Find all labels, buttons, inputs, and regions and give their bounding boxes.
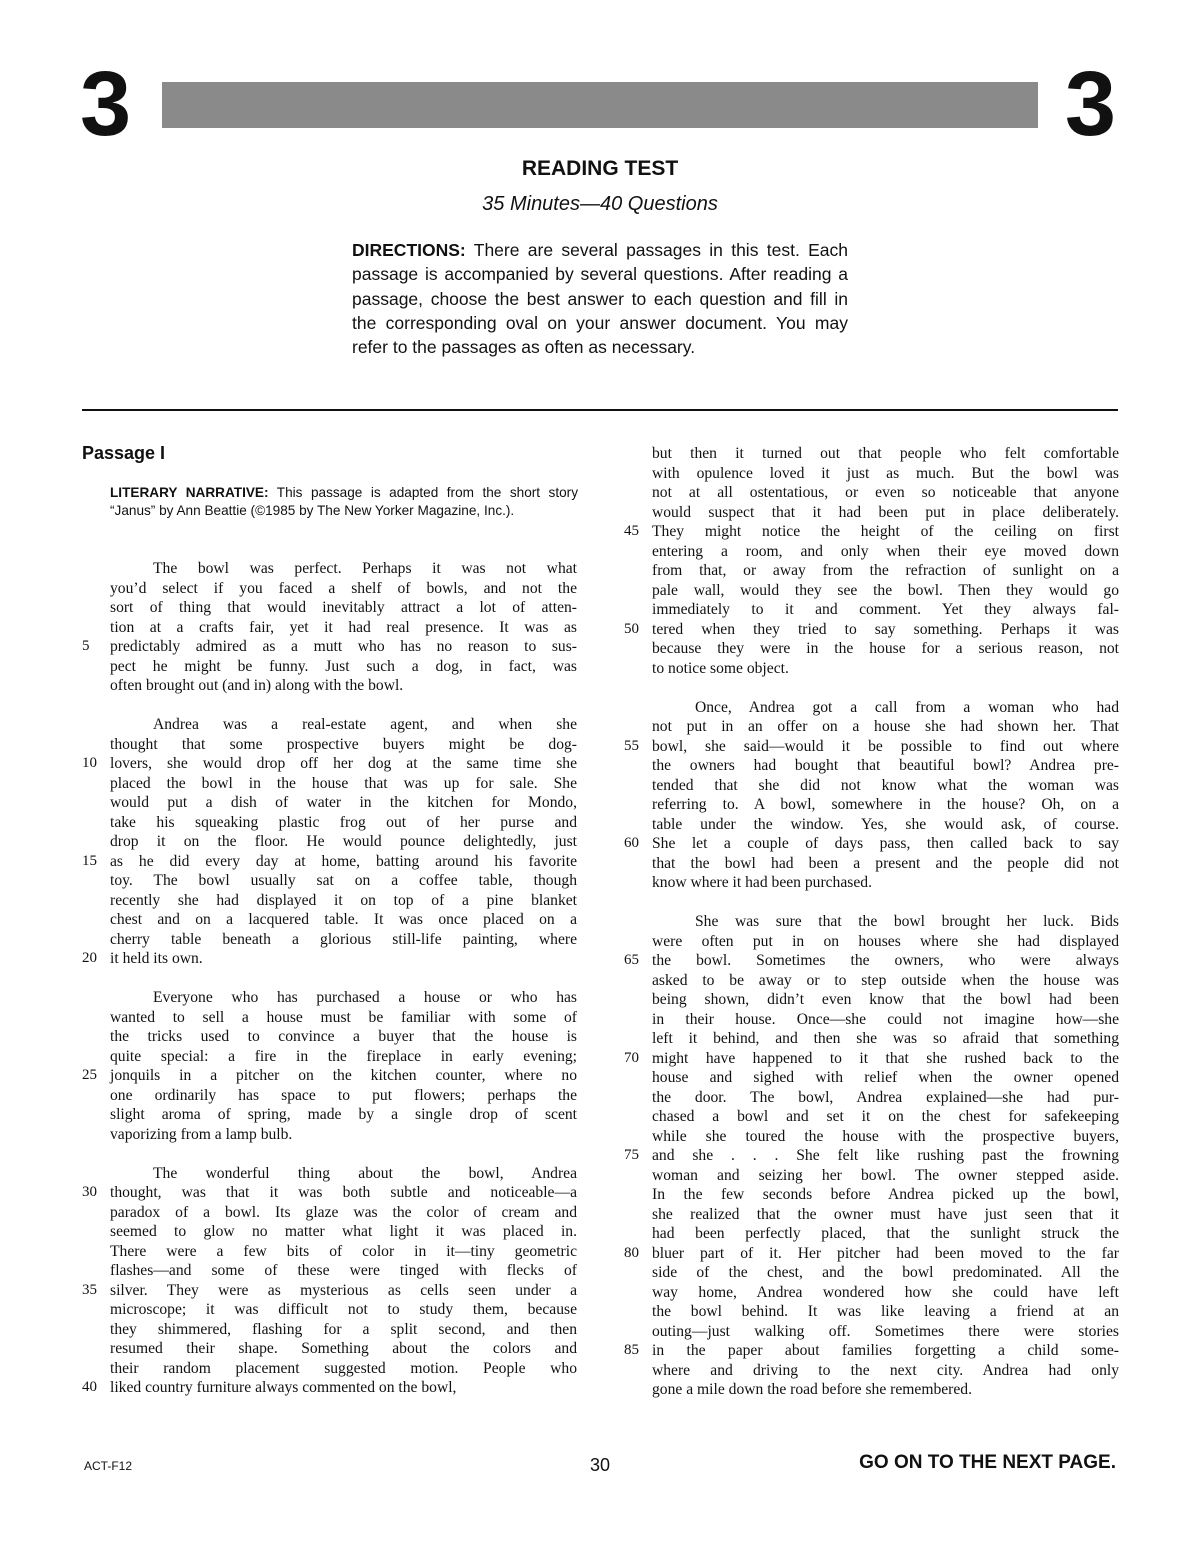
passage-line (652, 717, 1119, 737)
line-text: tered when they tried to say something. Perhaps it was (652, 620, 1119, 638)
line-text: chest and on a lacquered table. It was once placed on a (110, 911, 577, 928)
line-number: 45 (624, 523, 639, 539)
line-number: 20 (82, 950, 97, 966)
line-text: because they were in the house for a serious reason, not (652, 640, 1119, 657)
line-text: the bowl. Sometimes the owners, who were always (652, 952, 1119, 969)
line-text: being shown, didn’t even know that the bowl had been (652, 991, 1119, 1008)
line-text: slight aroma of spring, made by a single drop of scent (110, 1106, 577, 1123)
passage-line (110, 559, 577, 579)
passage-line (110, 988, 577, 1008)
line-number: 60 (624, 835, 639, 851)
passage-line (82, 949, 577, 969)
intro-label: LITERARY NARRATIVE: (110, 485, 269, 500)
passage-line (110, 930, 577, 950)
line-text: They might notice the height of the ceiling on first (652, 523, 1119, 540)
line-text: pale wall, would they see the bowl. Then they would go (652, 581, 1119, 599)
line-text: cherry table beneath a glorious still-life painting, where (110, 930, 577, 948)
passage-line (110, 735, 577, 755)
line-text: it held its own. (110, 950, 203, 967)
line-number: 85 (624, 1342, 639, 1358)
passage-column-right (624, 444, 1119, 1419)
passage-line (652, 1224, 1119, 1244)
passage-line (652, 561, 1119, 581)
line-text: predictably admired as a mutt who has no reason to sus- (110, 638, 577, 655)
passage-line (110, 891, 577, 911)
line-text: In the few seconds before Andrea picked up the bowl, (652, 1186, 1119, 1203)
line-number: 75 (624, 1147, 639, 1163)
line-text: to notice some object. (652, 659, 789, 677)
test-subtitle: 35 Minutes—40 Questions (482, 193, 718, 215)
passage-line (652, 1322, 1119, 1342)
line-text: and she . . . She felt like rushing past the frowning (652, 1147, 1119, 1164)
line-text: asked to be away or to step outside when the house was (652, 971, 1119, 989)
line-number: 70 (624, 1049, 639, 1066)
page-number: 30 (589, 1455, 611, 1475)
directions-block (352, 238, 848, 359)
line-text: the door. The bowl, Andrea explained—she had pur- (652, 1088, 1119, 1106)
line-text: might have happened to it that she rushed back to the (652, 1049, 1119, 1067)
section-number-left: 3 (80, 53, 132, 155)
passage-line (624, 620, 1119, 640)
passage-line (82, 852, 577, 872)
passage-line (110, 1086, 577, 1106)
line-number: 55 (624, 737, 639, 754)
line-text: placed the bowl in the house that was up for sale. She (110, 774, 577, 792)
line-text: they shimmered, flashing for a split second, and then (110, 1320, 577, 1338)
line-text: microscope; it was difficult not to study them, because (110, 1301, 577, 1318)
passage-line (652, 1127, 1119, 1147)
line-number: 50 (624, 620, 639, 637)
passage-line (624, 522, 1119, 542)
line-text: were often put in on houses where she had displayed (652, 932, 1119, 950)
passage-line (110, 1242, 577, 1262)
directions-label: DIRECTIONS: (352, 240, 466, 260)
passage-line (652, 444, 1119, 464)
passage-line (652, 600, 1119, 620)
line-number: 25 (82, 1067, 97, 1083)
section-divider (82, 409, 1118, 411)
line-text: you’d select if you faced a shelf of bowls, and not the (110, 579, 577, 597)
line-text: Once, Andrea got a call from a woman who had (695, 698, 1119, 716)
passage-line (110, 871, 577, 891)
passage-line (652, 854, 1119, 874)
passage-line (624, 737, 1119, 757)
line-text: flashes—and some of these were tinged with flecks of (110, 1262, 577, 1279)
passage-label: Passage I (82, 443, 166, 463)
passage-line (110, 1359, 577, 1379)
line-text: There were a few bits of color in it—tiny geometric (110, 1242, 577, 1260)
passage-paragraph (82, 988, 577, 1144)
intro-text: This passage is adapted from the short story “Janus” by Ann Beattie (©1985 by The New Yorker Magazine, Inc.). (110, 485, 579, 518)
line-text: chased a bowl and set it on the chest for safekeeping (652, 1108, 1119, 1125)
line-text: with opulence loved it just as much. But the bowl was (652, 464, 1119, 482)
passage-line (652, 756, 1119, 776)
passage-line (82, 1281, 577, 1301)
line-text: drop it on the floor. He would pounce delightedly, just (110, 833, 577, 850)
passage-line (652, 990, 1119, 1010)
passage-line (652, 1302, 1119, 1322)
passage-line (82, 1183, 577, 1203)
passage-line (652, 639, 1119, 659)
line-text: tion at a crafts fair, yet it had real presence. It was as (110, 618, 577, 636)
passage-line (652, 1361, 1119, 1381)
passage-line (652, 776, 1119, 796)
passage-line (110, 832, 577, 852)
passage-line (652, 659, 1119, 679)
passage-line (110, 618, 577, 638)
line-text: She let a couple of days pass, then called back to say (652, 835, 1119, 852)
passage-line (110, 774, 577, 794)
line-text: one ordinarily has space to put flowers; perhaps the (110, 1086, 577, 1104)
line-text: where and driving to the next city. Andrea had only (652, 1361, 1119, 1379)
passage-line (652, 971, 1119, 991)
line-text: toy. The bowl usually sat on a coffee table, though (110, 872, 577, 889)
line-text: would put a dish of water in the kitchen for Mondo, (110, 794, 577, 811)
passage-line (624, 1146, 1119, 1166)
line-text: pect he might be funny. Just such a dog, in fact, was (110, 657, 577, 675)
passage-line (82, 1378, 577, 1398)
passage-line (110, 1261, 577, 1281)
line-text: tended that she did not know what the woman was (652, 776, 1119, 794)
passage-line (110, 1203, 577, 1223)
line-text: Andrea was a real-estate agent, and when she (153, 716, 577, 733)
line-text: way home, Andrea wondered how she could have left (652, 1283, 1119, 1301)
passage-line (652, 542, 1119, 562)
passage-paragraph (82, 559, 577, 696)
directions-text: There are several passages in this test. Each passage is accompanied by several questions. After reading a passage, choose the best answer to each question and fill in the corresponding oval on your answer document. You may refer to the passages as often as necessary. (352, 240, 849, 358)
passage-line (624, 1244, 1119, 1264)
line-text: that the bowl had been a present and the people did not (652, 854, 1119, 872)
line-text: thought that some prospective buyers might be dog- (110, 735, 577, 753)
passage-intro (110, 484, 578, 520)
line-text: take his squeaking plastic frog out of her purse and (110, 813, 577, 831)
passage-line (652, 503, 1119, 523)
passage-line (110, 1125, 577, 1145)
passage-line (652, 1068, 1119, 1088)
line-text: not put in an offer on a house she had shown her. That (652, 718, 1119, 735)
passage-column-left (82, 559, 577, 1417)
line-text: immediately to it and comment. Yet they always fal- (652, 601, 1119, 618)
line-text: gone a mile down the road before she remembered. (652, 1381, 972, 1398)
line-text: paradox of a bowl. Its glaze was the color of cream and (110, 1203, 577, 1221)
line-text: jonquils in a pitcher on the kitchen counter, where no (110, 1067, 577, 1084)
line-text: resumed their shape. Something about the colors and (110, 1340, 577, 1357)
line-text: quite special: a fire in the fireplace in early evening; (110, 1047, 577, 1065)
line-text: silver. They were as mysterious as cells seen under a (110, 1281, 577, 1299)
line-text: often brought out (and in) along with the bowl. (110, 677, 404, 694)
passage-line (624, 1049, 1119, 1069)
line-text: had been perfectly placed, that the sunlight struck the (652, 1225, 1119, 1242)
go-on-next-page: GO ON TO THE NEXT PAGE. (859, 1452, 1116, 1473)
passage-line (652, 815, 1119, 835)
form-code: ACT-F12 (84, 1459, 133, 1473)
line-text: The bowl was perfect. Perhaps it was not what (153, 560, 577, 577)
line-text: not at all ostentatious, or even so noticeable that anyone (652, 484, 1119, 501)
test-title: READING TEST (521, 157, 679, 180)
passage-line (652, 1107, 1119, 1127)
line-number: 30 (82, 1184, 97, 1200)
line-text: in the paper about families forgetting a child some- (652, 1342, 1119, 1359)
passage-line (652, 581, 1119, 601)
line-text: The wonderful thing about the bowl, Andrea (153, 1164, 577, 1182)
line-number: 80 (624, 1244, 639, 1261)
line-number: 5 (82, 638, 90, 654)
line-text: sort of thing that would inevitably attract a lot of atten- (110, 599, 577, 616)
line-text: from that, or away from the refraction of sunlight on a (652, 562, 1119, 579)
line-text: vaporizing from a lamp bulb. (110, 1125, 293, 1143)
line-text: She was sure that the bowl brought her luck. Bids (695, 913, 1119, 930)
passage-line (110, 1047, 577, 1067)
line-text: the owners had bought that beautiful bowl? Andrea pre- (652, 757, 1119, 774)
line-text: woman and seizing her bowl. The owner stepped aside. (652, 1166, 1119, 1184)
passage-line (652, 483, 1119, 503)
header-bar (162, 82, 1038, 128)
passage-line (652, 698, 1119, 718)
passage-line (652, 1029, 1119, 1049)
line-text: their random placement suggested motion. People who (110, 1359, 577, 1377)
passage-line (652, 873, 1119, 893)
passage-line (110, 1300, 577, 1320)
passage-line (110, 676, 577, 696)
passage-line (110, 1008, 577, 1028)
passage-line (82, 637, 577, 657)
passage-line (652, 464, 1119, 484)
line-text: table under the window. Yes, she would ask, of course. (652, 815, 1119, 833)
line-number: 40 (82, 1379, 97, 1395)
line-text: would suspect that it had been put in place deliberately. (652, 503, 1119, 521)
passage-line (652, 1283, 1119, 1303)
line-number: 10 (82, 755, 97, 771)
passage-line (624, 1341, 1119, 1361)
line-text: outing—just walking off. Sometimes there were stories (652, 1322, 1119, 1340)
line-text: the bowl behind. It was like leaving a friend at an (652, 1303, 1119, 1320)
line-text: house and sighed with relief when the owner opened (652, 1069, 1119, 1086)
passage-line (110, 910, 577, 930)
passage-paragraph (624, 912, 1119, 1400)
passage-line (624, 834, 1119, 854)
passage-line (110, 1164, 577, 1184)
line-text: recently she had displayed it on top of a pine blanket (110, 891, 577, 909)
passage-line (110, 813, 577, 833)
passage-line (110, 598, 577, 618)
passage-line (652, 1380, 1119, 1400)
passage-line (110, 1320, 577, 1340)
passage-line (82, 754, 577, 774)
line-text: seemed to glow no matter what light it was placed in. (110, 1223, 577, 1240)
section-number-right: 3 (1064, 53, 1116, 155)
line-number: 65 (624, 952, 639, 968)
line-text: in their house. Once—she could not imagine how—she (652, 1010, 1119, 1028)
line-text: wanted to sell a house must be familiar with some of (110, 1008, 577, 1026)
line-text: the tricks used to convince a buyer that the house is (110, 1028, 577, 1045)
passage-line (652, 1088, 1119, 1108)
line-text: side of the chest, and the bowl predominated. All the (652, 1264, 1119, 1281)
line-text: entering a room, and only when their eye moved down (652, 542, 1119, 560)
passage-line (652, 932, 1119, 952)
line-text: she realized that the owner must have just seen that it (652, 1205, 1119, 1223)
line-text: Everyone who has purchased a house or who has (153, 989, 577, 1006)
passage-line (110, 715, 577, 735)
passage-line (110, 1222, 577, 1242)
line-text: bluer part of it. Her pitcher had been moved to the far (652, 1244, 1119, 1262)
line-text: referring to. A bowl, somewhere in the house? Oh, on a (652, 796, 1119, 813)
line-text: while she toured the house with the prospective buyers, (652, 1127, 1119, 1145)
line-text: know where it had been purchased. (652, 874, 872, 891)
passage-line (110, 1339, 577, 1359)
passage-line (624, 951, 1119, 971)
line-text: left it behind, and then she was so afraid that something (652, 1030, 1119, 1047)
passage-line (110, 579, 577, 599)
passage-line (110, 1105, 577, 1125)
passage-line (652, 1010, 1119, 1030)
passage-line (110, 1027, 577, 1047)
passage-line (82, 1066, 577, 1086)
line-text: but then it turned out that people who felt comfortable (652, 445, 1119, 462)
passage-line (652, 795, 1119, 815)
passage-line (652, 1185, 1119, 1205)
line-text: bowl, she said—would it be possible to find out where (652, 737, 1119, 755)
passage-line (652, 1205, 1119, 1225)
line-text: thought, was that it was both subtle and noticeable—a (110, 1184, 577, 1201)
passage-paragraph (82, 715, 577, 969)
line-text: as he did every day at home, batting around his favorite (110, 852, 577, 870)
passage-paragraph (624, 444, 1119, 678)
passage-line (110, 793, 577, 813)
passage-line (652, 912, 1119, 932)
line-text: lovers, she would drop off her dog at the same time she (110, 755, 577, 772)
passage-paragraph (624, 698, 1119, 893)
passage-line (110, 657, 577, 677)
passage-line (652, 1263, 1119, 1283)
passage-paragraph (82, 1164, 577, 1398)
line-number: 15 (82, 852, 97, 869)
line-text: liked country furniture always commented on the bowl, (110, 1379, 457, 1396)
passage-line (652, 1166, 1119, 1186)
line-number: 35 (82, 1281, 97, 1298)
